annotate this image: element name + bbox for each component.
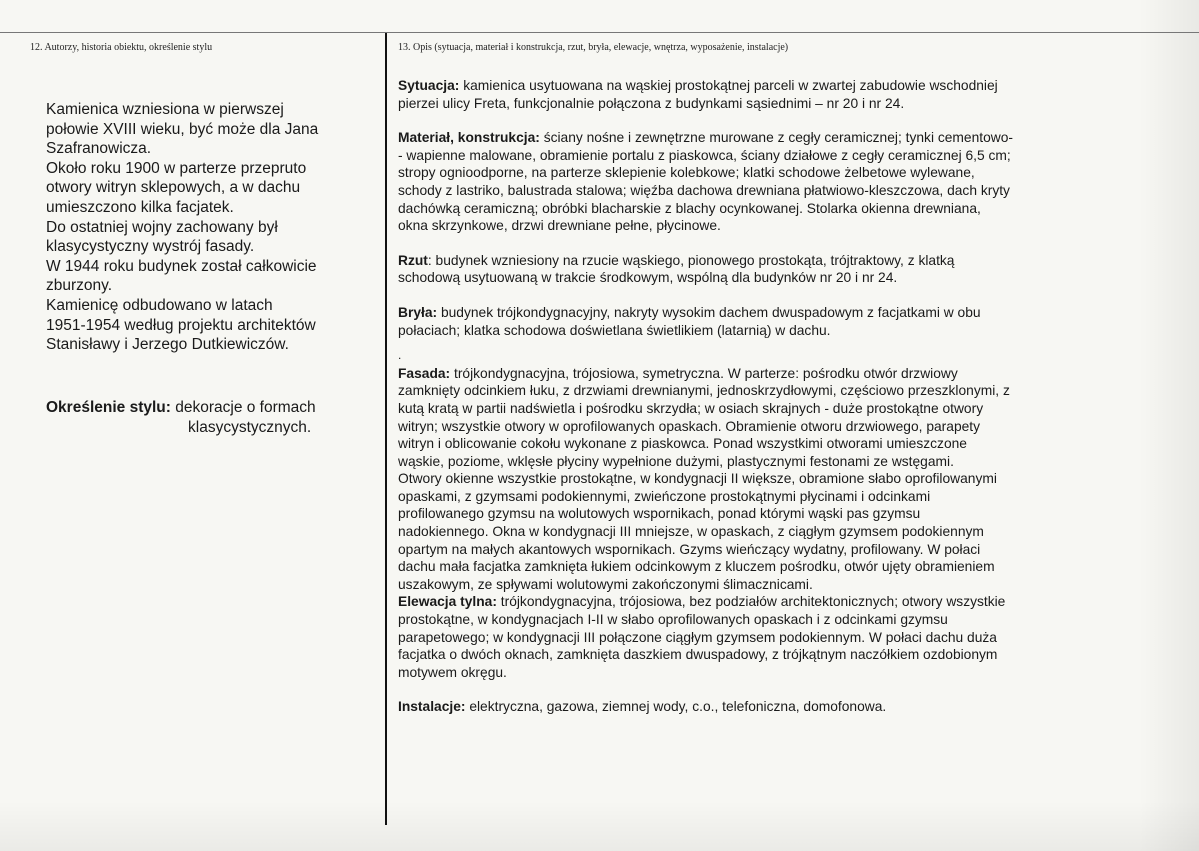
history-line: Kamienicę odbudowano w latach [46,296,273,314]
material-line: - wapienne malowane, obramienie portalu z piaskowca, ściany działowe z cegły ceramicznej 6,5 cm; [398,147,1011,163]
history-line: zburzony. [46,277,113,295]
history-line: Stanisławy i Jerzego Dutkiewiczów. [46,336,289,354]
fasada-line: Otwory okienne wszystkie prostokątne, w kondygnacji II większe, obramione słabo oprofilowanymi [398,471,997,487]
bryla-line: połaciach; klatka schodowa doświetlana świetlikiem (latarnią) w dachu. [398,322,831,338]
material-label: Materiał, konstrukcja: [398,130,540,146]
fasada-line: Fasada: trójkondygnacyjna, trójosiowa, symetryczna. W parterze: pośrodku otwór drzwiowy [398,365,958,381]
sytuacja-label: Sytuacja: [398,78,460,93]
fasada-line: zamknięty odcinkiem łuku, z drzwiami drewnianymi, jednoskrzydłowymi, częściowo przeszklonymi, z [398,383,1010,399]
fasada-line: opartym na małych akantowych wspornikach. Gzyms wieńczący wydatny, profilowany. W połaci [398,541,981,557]
fasada-line: uszakowym, ze spływami wolutowymi zakończonymi ślimacznicami. [398,576,813,592]
fasada-line: witryn i oblicowanie cokołu wykonane z piaskowca. Ponad wszystkimi otworami umieszczone [398,436,967,452]
fasada-line: profilowanego gzymsu na wolutowych wspornikach, ponad którymi wąski pas gzymsu [398,506,921,522]
column-divider [385,33,387,825]
history-line: W 1944 roku budynek został całkowicie [46,257,317,275]
fasada-line: opaskami, z gzymsami podokiennymi, zwieńczone prostokątnymi płycinami i odcinkami [398,488,931,504]
history-line: Szafranowicza. [46,140,152,158]
rzut-line: schodową usytuowaną w trakcie środkowym, wspólną dla budynków nr 20 i nr 24. [398,270,898,286]
style-value: dekoracje o formach [170,399,316,416]
fasada-line: nadokiennego. Okna w kondygnacji III mniejsze, w opaskach, z ciągłym gzymsem podokiennym [398,524,984,540]
style-value-continued: klasycystycznych. [188,418,312,436]
stray-dot: . [398,348,402,363]
scan-bottom-shadow [0,801,1199,851]
material-line: Materiał, konstrukcja: ściany nośne i zewnętrzne murowane z cegły ceramicznej; tynki cementowo- [398,130,1013,146]
material-line: schody z lastriko, balustrada stalowa; więźba dachowa drewniana płatwiowo-kleszczowa, dach kryty [398,182,1010,198]
history-line: Do ostatniej wojny zachowany był [46,218,278,236]
history-text [46,100,366,355]
history-line: umieszczono kilka facjatek. [46,198,234,216]
elewacja-tylna-line: motywem okręgu. [398,664,507,680]
style-label: Określenie stylu: [46,399,171,416]
elewacja-tylna-label: Elewacja tylna: [398,594,497,610]
fasada-line: kutą kratą w partii nadświetla i pośrodku skrzydła; w osiach skrajnych - duże prostokątne otwory [398,400,984,416]
rzut-label: Rzut [398,252,428,268]
rzut-line: Rzut: budynek wzniesiony na rzucie wąskiego, pionowego prostokąta, trójtraktowy, z klatką [398,252,955,268]
elewacja-tylna-line: prostokątne, w kondygnacjach I-II w słabo oprofilowanych opaskach i z odcinkami gzymsu [398,612,948,628]
history-line: Kamienica wzniesiona w pierwszej [46,101,284,118]
instalacje-label: Instalacje: [398,699,466,715]
history-line: Około roku 1900 w parterze przeprutо [46,159,307,177]
left-column-heading: 12. Autorzy, historia obiektu, określenie stylu [30,42,213,53]
style-line [46,398,366,418]
fasada-line: dachu mała facjatka zamknięta łukiem odcinkowym z kluczem pośrodku, otwór ujęty obramieniem [398,559,995,575]
elewacja-tylna-line: Elewacja tylna: trójkondygnacyjna, trójosiowa, bez podziałów architektonicznych; otwory wszystkie [398,594,1006,610]
sytuacja-line: pierzei ulicy Freta, funkcjonalnie połączona z budynkami sąsiednimi – nr 20 i nr 24. [398,95,905,111]
right-column-heading: 13. Opis (sytuacja, materiał i konstrukcja, rzut, bryła, elewacje, wnętrza, wyposażenie, instalacje) [398,42,789,53]
history-line: połowie XVIII wieku, być może dla Jana [46,120,319,138]
history-line: 1951-1954 według projektu architektów [46,316,316,334]
fasada-line: wąskie, poziome, wklęsłe płyciny wypełnione dużymi, plastycznymi festonami ze wstęgami. [398,453,954,469]
description-text [398,77,1158,716]
material-line: okna skrzynkowe, drzwi drewniane pełne, płycinowe. [398,218,721,234]
instalacje-line: Instalacje: elektryczna, gazowa, ziemnej wody, c.o., telefoniczna, domofonowa. [398,699,887,715]
style-definition [46,398,366,437]
history-line: klasycystyczny wystrój fasady. [46,238,255,256]
fasada-line: witryn; wszystkie otwory w oprofilowanych opaskach. Obramienie otworu drzwiowego, parapety [398,418,981,434]
elewacja-tylna-line: facjatka o dwóch oknach, zamknięta daszkiem dwuspadowy, z trójkątnym naczółkiem ozdobionym [398,647,998,663]
fasada-label: Fasada: [398,365,451,381]
sytuacja-line: Sytuacja: kamienica usytuowana na wąskiej prostokątnej parceli w zwartej zabudowie wschodniej [398,78,998,93]
elewacja-tylna-line: parapetowego; w kondygnacji III połączone ciągłym gzymsem podokiennym. W połaci dachu duża [398,629,997,645]
bryla-label: Bryła: [398,304,438,320]
material-line: dachówką ceramiczną; obróbki blacharskie z blachy ocynkowanej. Stolarka okienna drewniana, [398,200,981,216]
top-rule [0,32,1199,33]
bryla-line: Bryła: budynek trójkondygnacyjny, nakryty wysokim dachem dwuspadowym z facjatkami w obu [398,304,981,320]
history-line: otwory witryn sklepowych, a w dachu [46,179,301,197]
material-line: stropy ognioodporne, na parterze sklepienie kolebkowe; klatki schodowe żelbetowe wylewane, [398,165,975,181]
